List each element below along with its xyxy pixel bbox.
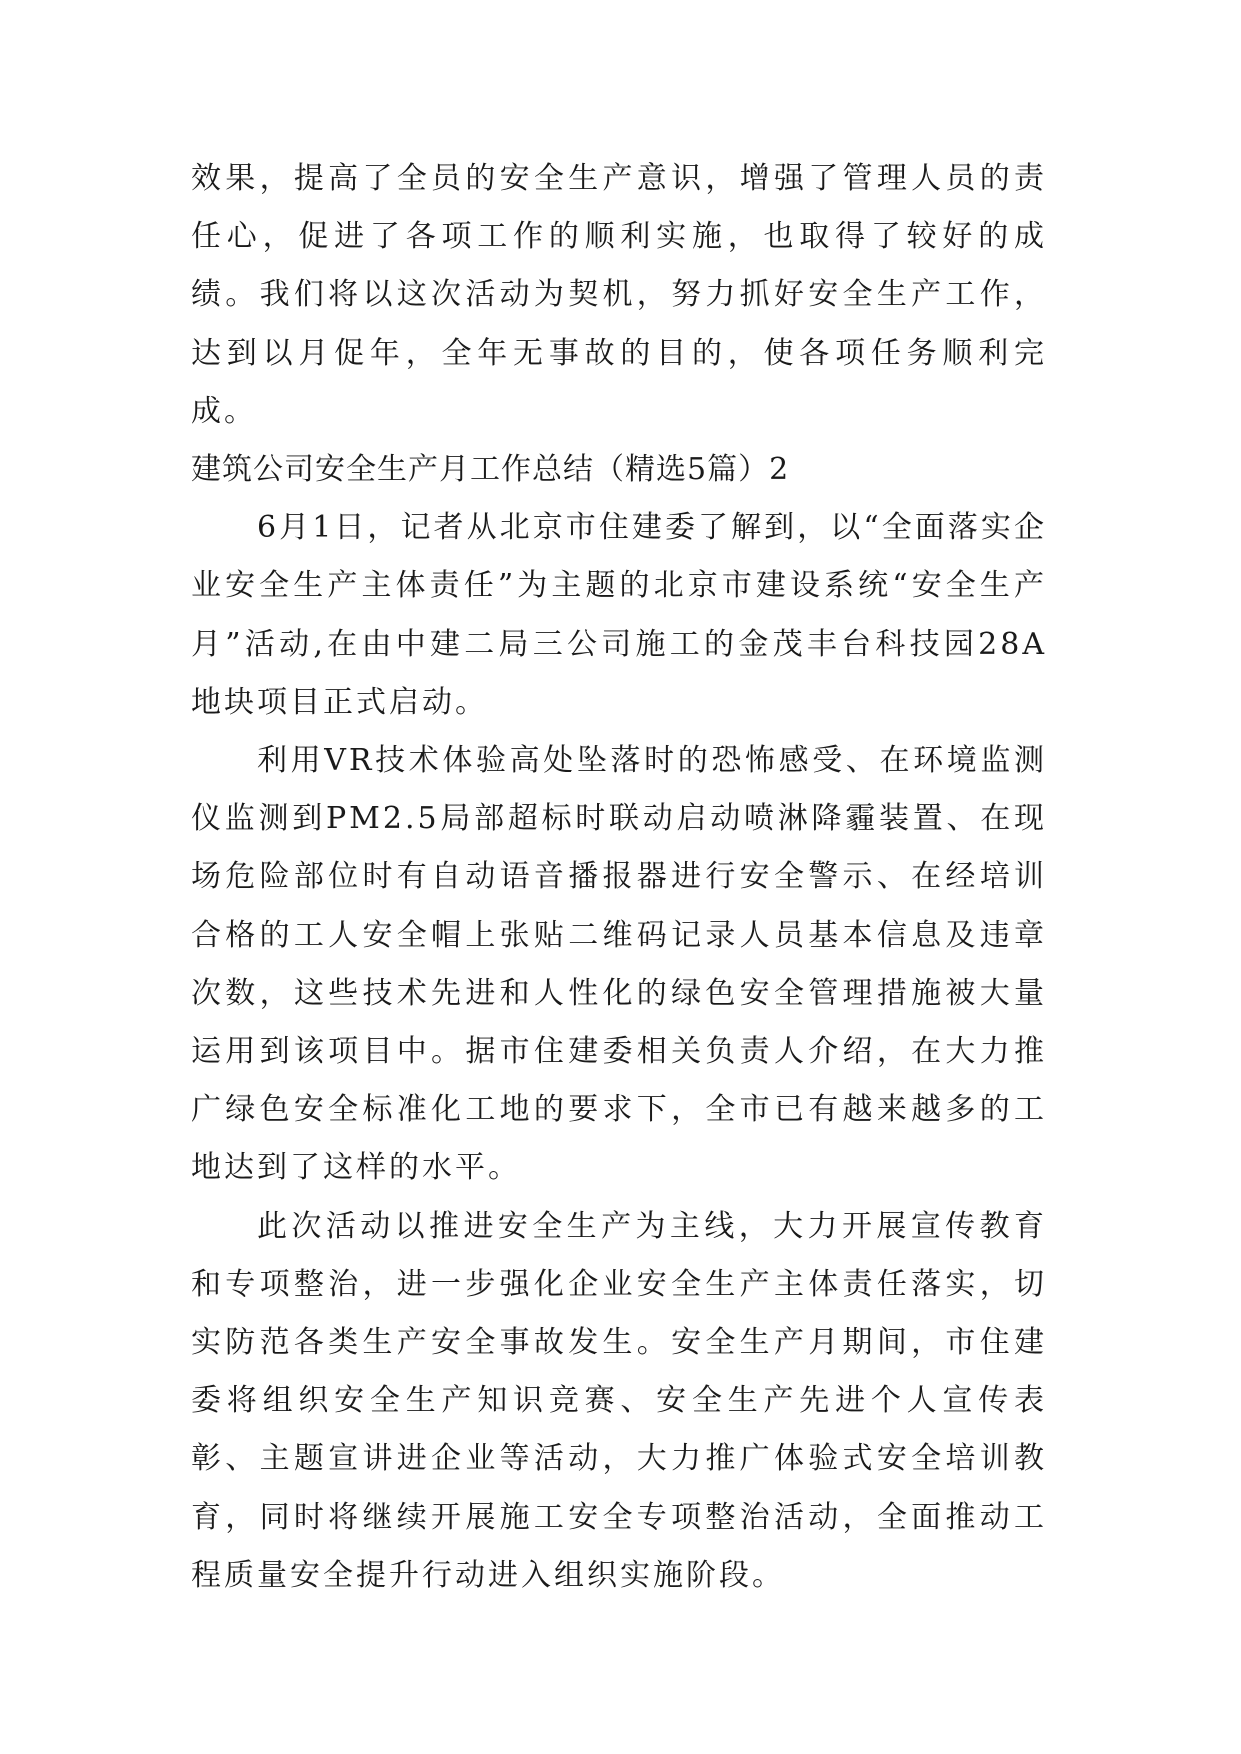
- paragraph-continued: 效果，提高了全员的安全生产意识，增强了管理人员的责任心，促进了各项工作的顺利实施，也取得了较好的成绩。我们将以这次活动为契机，努力抓好安全生产工作，达到以月促年，全年无事故的目的，使各项任务顺利完成。: [191, 161, 1047, 429]
- paragraph-launch: 6月1日，记者从北京市住建委了解到，以“全面落实企业安全生产主体责任”为主题的北京市建设系统“安全生产月”活动,在由中建二局三公司施工的金茂丰台科技园28A地块项目正式启动。: [191, 510, 1047, 720]
- paragraph-activities: 此次活动以推进安全生产为主线，大力开展宣传教育和专项整治，进一步强化企业安全生产主体责任落实，切实防范各类生产安全事故发生。安全生产月期间，市住建委将组织安全生产知识竞赛、安全生产先进个人宣传表彰、主题宣讲进企业等活动，大力推广体验式安全培训教育，同时将继续开展施工安全专项整治活动，全面推动工程质量安全提升行动进入组织实施阶段。: [191, 1208, 1047, 1593]
- section-heading: 建筑公司安全生产月工作总结（精选5篇）2: [191, 452, 790, 488]
- document-body: [191, 150, 1047, 1605]
- paragraph-technology: 利用VR技术体验高处坠落时的恐怖感受、在环境监测仪监测到PM2.5局部超标时联动启动喷淋降霾装置、在现场危险部位时有自动语音播报器进行安全警示、在经培训合格的工人安全帽上张贴二维码记录人员基本信息及违章次数，这些技术先进和人性化的绿色安全管理措施被大量运用到该项目中。据市住建委相关负责人介绍，在大力推广绿色安全标准化工地的要求下，全市已有越来越多的工地达到了这样的水平。: [191, 743, 1047, 1186]
